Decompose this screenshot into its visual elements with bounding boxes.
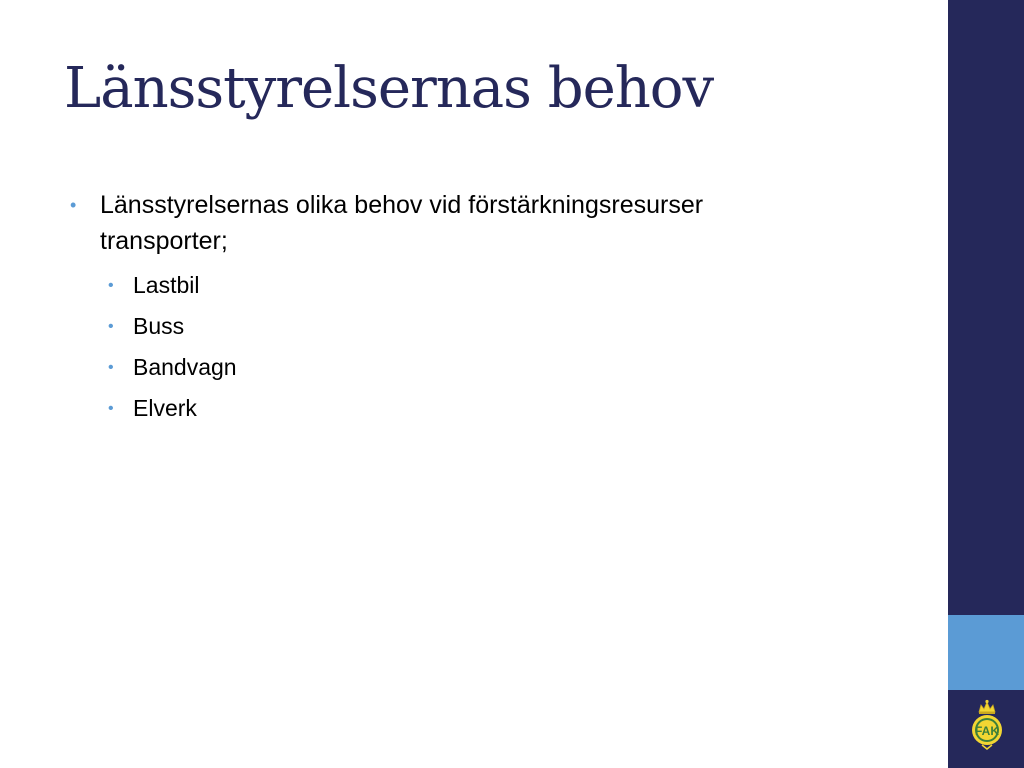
sub-bullet-text: Lastbil (133, 272, 200, 298)
sub-bullet-list (100, 265, 800, 429)
sub-bullet-text: Buss (133, 313, 185, 339)
list-item (100, 388, 800, 429)
slide-title: Länsstyrelsernas behov (64, 56, 714, 121)
bullet-text: Länsstyrelsernas olika behov vid förstärkningsresurser transporter; (100, 191, 704, 255)
list-item (70, 187, 800, 429)
slide-content (70, 187, 800, 429)
sidebar-band (948, 0, 1024, 768)
sub-bullet-text: Elverk (133, 395, 197, 421)
list-item (100, 265, 800, 306)
bullet-dot-icon: • (108, 400, 114, 417)
bullet-dot-icon: • (108, 359, 114, 376)
bullet-dot-icon: • (108, 318, 114, 335)
svg-text:FAK: FAK (975, 724, 999, 738)
bullet-dot-icon: • (108, 277, 114, 294)
list-item (100, 306, 800, 347)
list-item (100, 347, 800, 388)
bullet-list (70, 187, 800, 429)
sub-bullet-text: Bandvagn (133, 354, 237, 380)
fak-emblem-icon (970, 698, 1004, 750)
bullet-dot-icon: • (70, 195, 77, 215)
sidebar-accent-block (948, 615, 1024, 690)
